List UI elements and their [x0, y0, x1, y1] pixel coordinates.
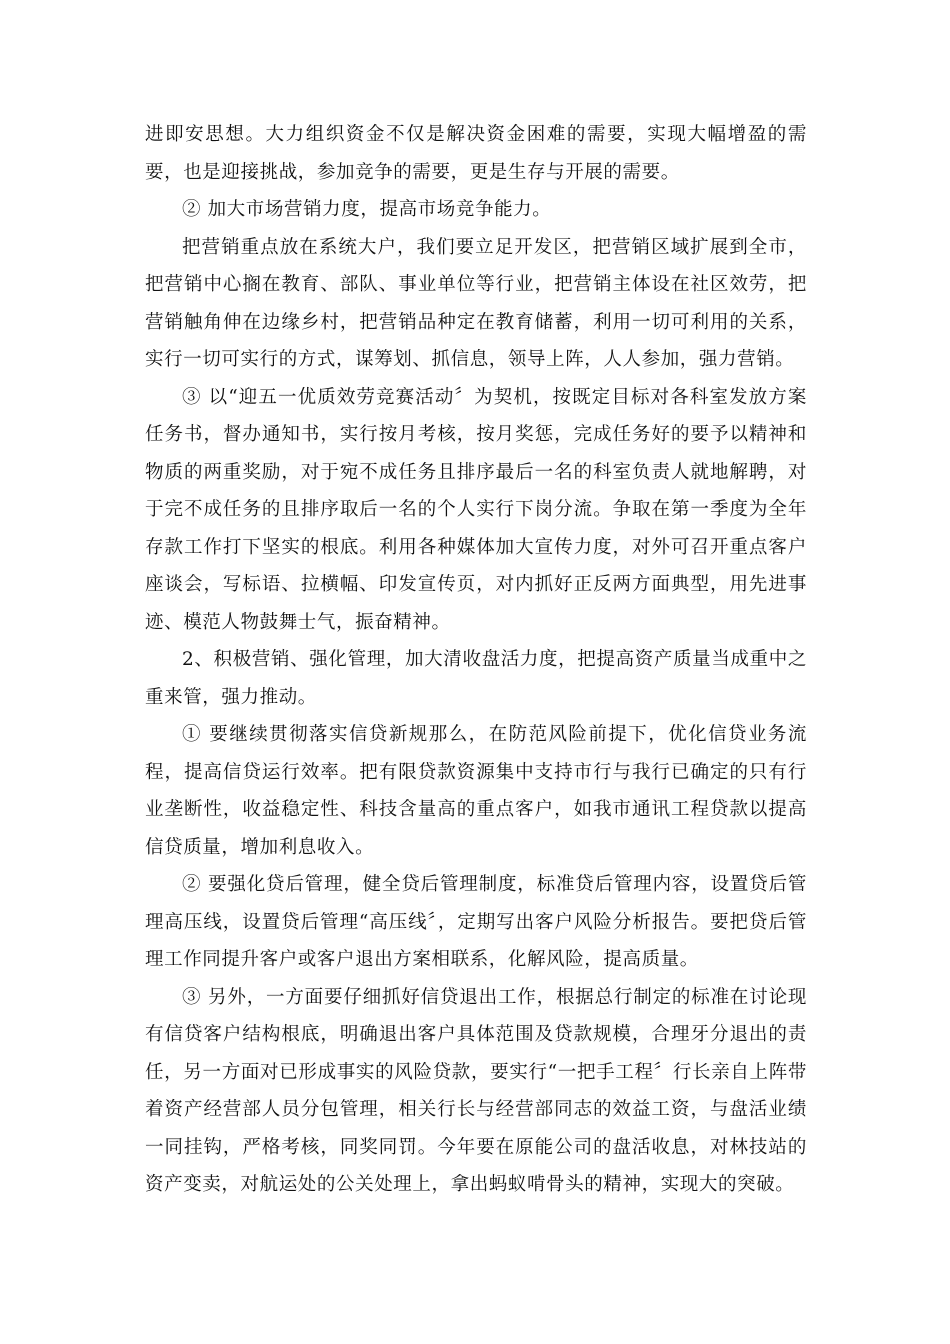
paragraph-competition-activity: ③ 以“迎五一优质效劳竞赛活动〞为契机，按既定目标对各科室发放方案任务书，督办通知书，实行按月考核，按月奖惩，完成任务好的要予以精神和物质的两重奖励，对于宛不成任务且排序最后一名的科室负责人就地解聘，对于完不成任务的且排序取后一名的个人实行下岗分流。争取在第一季度为全年存款工作打下坚实的根底。利用各种媒体加大宣传力度，对外可召开重点客户座谈会，写标语、拉横幅、印发宣传页，对内抓好正反两方面典型，用先进事迹、模范人物鼓舞士气，振奋精神。 — [145, 386, 807, 633]
paragraph-marketing-body: 把营销重点放在系统大户，我们要立足开发区，把营销区域扩展到全市，把营销中心搁在教育、部队、事业单位等行业，把营销主体设在社区效劳，把营销触角伸在边缘乡村，把营销品种定在教育储蓄，利用一切可利用的关系，实行一切可实行的方式，谋筹划、抓信息，领导上阵，人人参加，强力营销。 — [145, 236, 807, 370]
paragraph-intro: 进即安思想。大力组织资金不仅是解决资金困难的需要，实现大幅增盈的需要，也是迎接挑战，参加竞争的需要，更是生存与开展的需要。 — [145, 124, 807, 183]
paragraph-credit-exit: ③ 另外，一方面要仔细抓好信贷退出工作，根据总行制定的标准在讨论现有信贷客户结构根底，明确退出客户具体范围及贷款规模，合理牙分退出的责任，另一方面对已形成事实的风险贷款，要实行“一把手工程〞行长亲自上阵带着资产经营部人员分包管理，相关行长与经营部同志的效益工资，与盘活业绩一同挂钩，严格考核，同奖同罚。今年要在原能公司的盘活收息，对林技站的资产变卖，对航运处的公关处理上，拿出蚂蚁啃骨头的精神，实现大的突破。 — [145, 986, 807, 1195]
paragraph-section-2: 2、积极营销、强化管理，加大清收盘活力度，把提高资产质量当成重中之重来管，强力推动。 — [145, 649, 807, 708]
paragraph-post-loan-management: ② 要强化贷后管理，健全贷后管理制度，标准贷后管理内容，设置贷后管理高压线，设置贷后管理“高压线〞，定期写出客户风险分析报告。要把贷后管理工作同提升客户或客户退出方案相联系，化解风险，提高质量。 — [145, 874, 807, 970]
paragraph-credit-rules: ① 要继续贯彻落实信贷新规那么，在防范风险前提下，优化信贷业务流程，提高信贷运行效率。把有限贷款资源集中支持市行与我行已确定的只有行业垄断性，收益稳定性、科技含量高的重点客户，如我市通讯工程贷款以提高信贷质量，增加利息收入。 — [145, 724, 807, 858]
document-page — [145, 116, 807, 1204]
paragraph-marketing-heading: ② 加大市场营销力度，提高市场竞争能力。 — [182, 199, 552, 220]
